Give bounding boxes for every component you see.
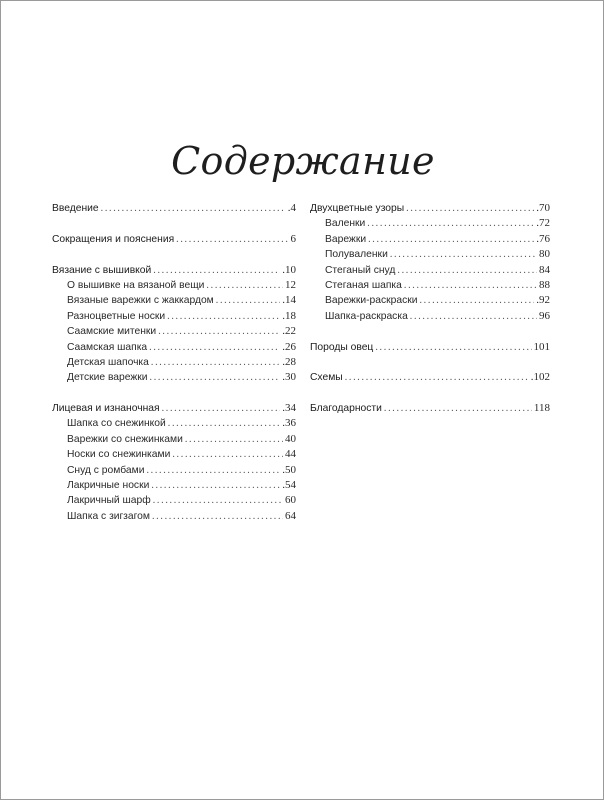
toc-page-number: 101 <box>533 340 550 353</box>
toc-subentry-title: Варежки-раскраски <box>325 295 418 307</box>
toc-subentry-title: Шапка со снежинкой <box>67 418 166 430</box>
toc-page-number: 80 <box>539 248 550 261</box>
toc-subentry[interactable] <box>52 447 296 462</box>
toc-page-number: .54 <box>282 479 296 492</box>
toc-subentry-title: Варежки <box>325 233 367 245</box>
toc-subentry[interactable] <box>52 309 296 324</box>
page-title: Содержание <box>171 139 435 183</box>
toc-subentry-title: Саамская шапка <box>67 341 148 353</box>
dot-leader <box>167 309 280 324</box>
toc-subentry-title: Лакричные носки <box>67 480 150 492</box>
dot-leader <box>368 232 534 247</box>
dot-leader <box>406 201 534 216</box>
toc-section-entry[interactable] <box>52 401 296 416</box>
dot-leader <box>176 232 288 247</box>
toc-section-title: Введение <box>52 203 99 214</box>
toc-page-number: 12 <box>285 278 296 291</box>
dot-leader <box>158 324 280 339</box>
toc-page-number: 84 <box>539 263 550 276</box>
toc-page-number: .34 <box>282 402 296 415</box>
dot-leader <box>384 401 532 416</box>
dot-leader <box>404 278 537 293</box>
toc-page-number: .22 <box>282 325 296 338</box>
toc-subentry[interactable] <box>52 324 296 339</box>
toc-subentry-title: О вышивке на вязаной вещи <box>67 279 205 291</box>
toc-section-entry[interactable] <box>310 340 550 355</box>
toc-subentry-title: Носки со снежинками <box>67 449 171 461</box>
dot-leader <box>146 463 280 478</box>
toc-section-title: Двухцветные узоры <box>310 203 405 214</box>
toc-section-entry[interactable] <box>310 201 550 216</box>
toc-section-entry[interactable] <box>52 201 296 216</box>
toc-section-entry[interactable] <box>52 263 296 278</box>
toc-page-number: 40 <box>285 432 296 445</box>
toc-page-number: 88 <box>539 278 550 291</box>
dot-leader <box>345 370 529 385</box>
toc-page-number: .36 <box>282 417 296 430</box>
dot-leader <box>153 493 283 508</box>
toc-page-number: 64 <box>285 509 296 522</box>
toc-section-entry[interactable] <box>52 232 296 247</box>
dot-leader <box>149 340 280 355</box>
toc-subentry[interactable] <box>310 309 550 324</box>
dot-leader <box>375 340 531 355</box>
toc-subentry[interactable] <box>310 232 550 247</box>
toc-page-number: 60 <box>285 494 296 507</box>
toc-left-column <box>52 201 296 540</box>
toc-page-number: .50 <box>282 463 296 476</box>
toc-subentry[interactable] <box>52 493 296 508</box>
dot-leader <box>216 293 280 308</box>
toc-subentry[interactable] <box>52 293 296 308</box>
toc-page-number: .10 <box>282 263 296 276</box>
toc-section-title: Схемы <box>310 372 343 384</box>
toc-subentry-title: Детские варежки <box>67 372 148 384</box>
toc-subentry[interactable] <box>52 416 296 431</box>
toc-section-block <box>52 232 296 247</box>
toc-subentry-title: Шапка с зигзагом <box>67 510 150 522</box>
dot-leader <box>206 278 283 293</box>
toc-page-number: 118 <box>533 402 550 415</box>
toc-right-column <box>310 201 550 432</box>
toc-section-title: Лицевая и изнаночная <box>52 403 160 415</box>
toc-section-block <box>52 401 296 524</box>
dot-leader <box>410 309 537 324</box>
dot-leader <box>151 355 280 370</box>
toc-subentry[interactable] <box>52 478 296 493</box>
toc-page-number: .28 <box>282 355 296 368</box>
toc-page-number: .14 <box>282 294 296 307</box>
toc-section-block <box>310 201 550 324</box>
toc-section-block <box>310 370 550 385</box>
toc-section-title: Породы овец <box>310 341 374 353</box>
toc-subentry-title: Полуваленки <box>325 249 388 261</box>
dot-leader <box>101 201 286 216</box>
toc-page-number: .18 <box>282 309 296 322</box>
dot-leader <box>152 509 283 524</box>
toc-subentry[interactable] <box>52 278 296 293</box>
toc-section-entry[interactable] <box>310 401 550 416</box>
toc-section-block <box>310 401 550 416</box>
dot-leader <box>390 247 537 262</box>
dot-leader <box>185 432 283 447</box>
toc-subentry-title: Саамские митенки <box>67 326 157 338</box>
toc-section-block <box>310 340 550 355</box>
toc-section-entry[interactable] <box>310 370 550 385</box>
dot-leader <box>172 447 283 462</box>
toc-subentry-title: Варежки со снежинками <box>67 433 183 445</box>
toc-page-number: 96 <box>539 309 550 322</box>
toc-page-number: .4 <box>287 202 296 214</box>
dot-leader <box>153 263 280 278</box>
dot-leader <box>162 401 281 416</box>
toc-subentry-title: Снуд с ромбами <box>67 464 145 476</box>
toc-subentry-title: Стеганый снуд <box>325 264 396 276</box>
toc-section-title: Благодарности <box>310 403 382 415</box>
toc-subentry[interactable] <box>310 293 550 308</box>
toc-subentry[interactable] <box>310 216 550 231</box>
toc-page-number: .30 <box>282 371 296 384</box>
dot-leader <box>150 370 281 385</box>
toc-subentry-title: Разноцветные носки <box>67 310 166 322</box>
toc-subentry-title: Вязаные варежки с жаккардом <box>67 295 214 307</box>
toc-subentry-title: Стеганая шапка <box>325 279 402 291</box>
toc-subentry[interactable] <box>52 340 296 355</box>
dot-leader <box>168 416 280 431</box>
toc-page-number: 44 <box>285 448 296 461</box>
dot-leader <box>419 293 534 308</box>
dot-leader <box>151 478 280 493</box>
toc-subentry[interactable] <box>52 463 296 478</box>
toc-subentry[interactable] <box>52 355 296 370</box>
toc-section-title: Сокращения и пояснения <box>52 233 175 245</box>
toc-section-block <box>52 263 296 386</box>
toc-page-number: .70 <box>536 202 550 214</box>
toc-subentry[interactable] <box>310 263 550 278</box>
toc-subentry[interactable] <box>310 247 550 262</box>
toc-subentry-title: Лакричный шарф <box>67 495 151 507</box>
toc-subentry-title: Валенки <box>325 218 366 230</box>
toc-subentry-title: Шапка-раскраска <box>325 310 408 322</box>
toc-subentry[interactable] <box>52 509 296 524</box>
toc-subentry-title: Детская шапочка <box>67 356 149 368</box>
dot-leader <box>397 263 537 278</box>
toc-section-title: Вязание с вышивкой <box>52 264 152 276</box>
toc-page-number: .102 <box>530 371 550 384</box>
toc-page-number: 6 <box>290 232 296 245</box>
toc-page-number: .72 <box>536 217 550 230</box>
toc-page-number: .26 <box>282 340 296 353</box>
toc-page-number: .92 <box>536 294 550 307</box>
toc-page-number: .76 <box>536 232 550 245</box>
dot-leader <box>367 216 534 231</box>
toc-subentry[interactable] <box>52 432 296 447</box>
toc-section-block <box>52 201 296 216</box>
toc-subentry[interactable] <box>52 370 296 385</box>
toc-subentry[interactable] <box>310 278 550 293</box>
